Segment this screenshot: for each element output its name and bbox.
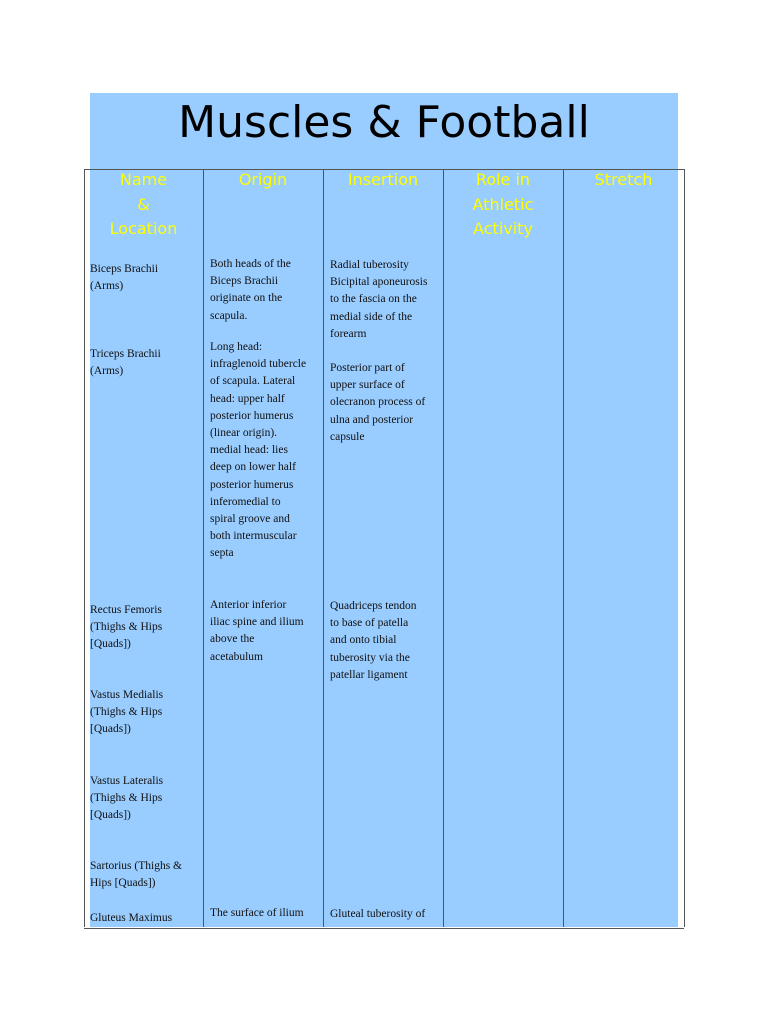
table-cell-origin: Long head: infraglenoid tubercle of scapula. Lateral head: upper half posterior humerus (linear origin). medial head: lies deep on lower half posterior humerus inferomedial to spiral groove and both intermuscular septa: [210, 341, 307, 560]
table-cell-name: Sartorius (Thighs & Hips [Quads]): [90, 860, 182, 890]
table-border-left: [84, 169, 85, 927]
table-cell-origin: Both heads of the Biceps Brachii originate on the scapula.: [210, 258, 291, 322]
header-role: Role in Athletic Activity: [472, 170, 534, 238]
table-cell-insertion: Quadriceps tendon to base of patella and onto tibial tuberosity via the patellar ligament: [330, 600, 417, 681]
table-border-right: [684, 169, 685, 927]
table-cell-insertion: Radial tuberosity Bicipital aponeurosis to the fascia on the medial side of the forearm: [330, 259, 428, 340]
column-divider-origin: [203, 169, 204, 927]
header-insertion: Insertion: [347, 170, 419, 189]
column-divider-insertion: [323, 169, 324, 927]
header-stretch: Stretch: [594, 170, 653, 189]
table-cell-origin: Anterior inferior iliac spine and ilium above the acetabulum: [210, 599, 304, 663]
table-cell-insertion: Posterior part of upper surface of olecranon process of ulna and posterior capsule: [330, 362, 426, 443]
header-name-location: Name & Location: [109, 170, 178, 238]
table-cell-name: Rectus Femoris (Thighs & Hips [Quads]): [90, 604, 163, 651]
column-divider-stretch: [563, 169, 564, 927]
header-origin: Origin: [238, 170, 288, 189]
table-cell-name: Gluteus Maximus: [90, 912, 173, 924]
column-divider-role: [443, 169, 444, 927]
table-cell-name: Biceps Brachii (Arms): [90, 263, 159, 293]
table-cell-origin: The surface of ilium: [210, 907, 304, 919]
table-cell-name: Triceps Brachii (Arms): [90, 348, 161, 378]
page-title: [90, 93, 678, 169]
table-cell-insertion: Gluteal tuberosity of: [330, 908, 426, 920]
table-cell-name: Vastus Medialis (Thighs & Hips [Quads]): [90, 689, 164, 736]
page-title-text: Muscles & Football: [178, 97, 590, 148]
table-cell-name: Vastus Lateralis (Thighs & Hips [Quads]): [90, 775, 164, 822]
